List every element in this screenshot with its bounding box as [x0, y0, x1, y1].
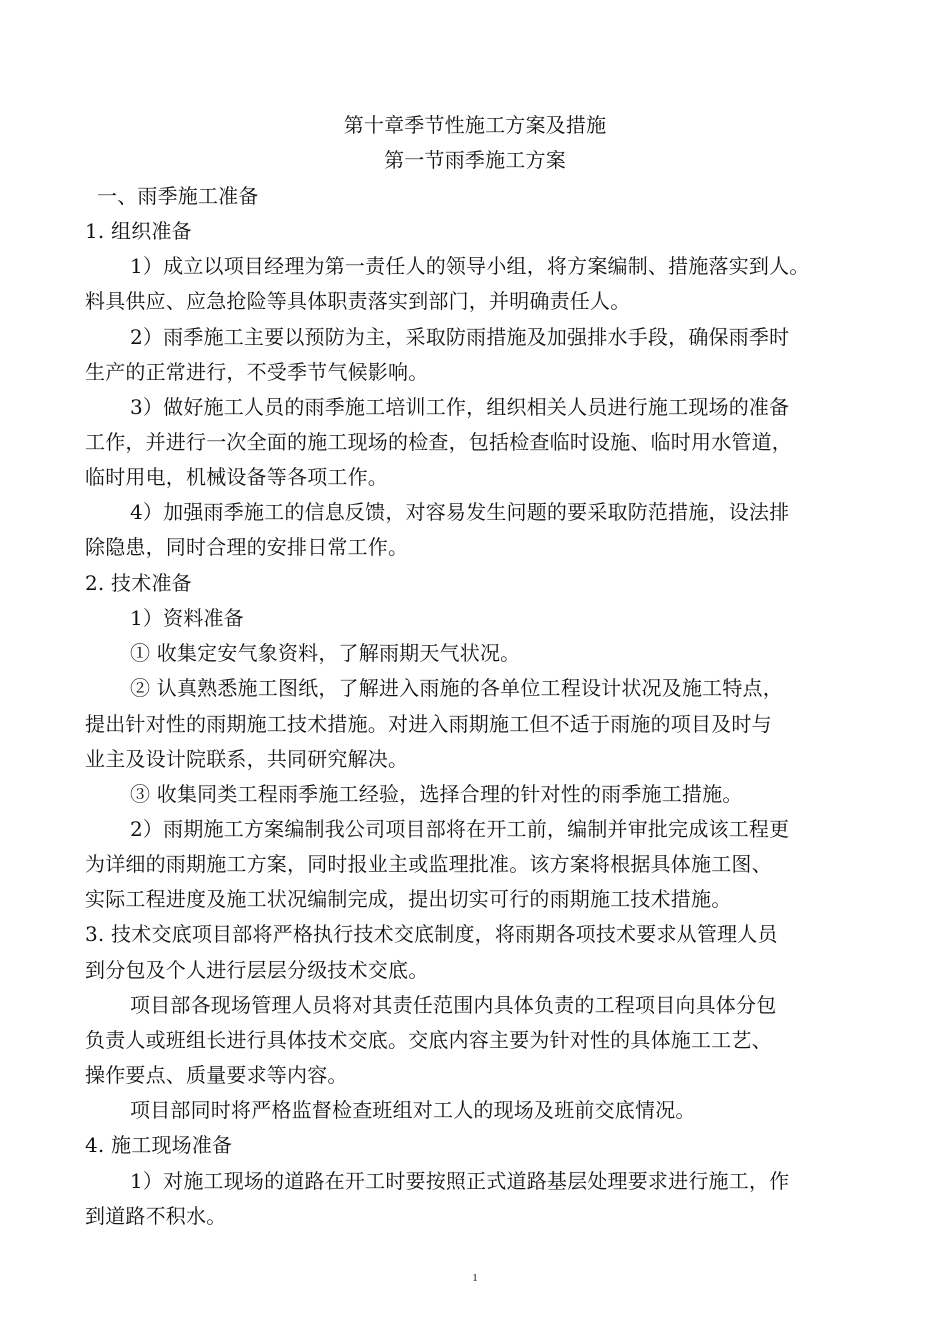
chapter-title: 第十章季节性施工方案及措施	[343, 113, 607, 137]
heading-disclosure: 3. 技术交底项目部将严格执行技术交底制度，将雨期各项技术要求从管理人员	[85, 922, 778, 946]
heading-technical: 2. 技术准备	[85, 571, 192, 595]
paragraph-line: 2）雨期施工方案编制我公司项目部将在开工前，编制并审批完成该工程更	[130, 817, 790, 841]
paragraph-line: 2）雨季施工主要以预防为主，采取防雨措施及加强排水手段，确保雨季时	[130, 325, 790, 349]
paragraph-line: 临时用电，机械设备等各项工作。	[85, 465, 388, 489]
section-title: 第一节雨季施工方案	[384, 148, 566, 172]
paragraph-line: 1）成立以项目经理为第一责任人的领导小组，将方案编制、措施落实到人。	[130, 254, 810, 278]
heading-organization: 1. 组织准备	[85, 219, 192, 243]
section-heading: 一、雨季施工准备	[97, 184, 259, 208]
page-number: 1	[472, 1272, 478, 1284]
paragraph-line: 项目部各现场管理人员将对其责任范围内具体负责的工程项目向具体分包	[130, 993, 777, 1017]
paragraph-line: 负责人或班组长进行具体技术交底。交底内容主要为针对性的具体施工工艺、	[85, 1028, 772, 1052]
heading-site: 4. 施工现场准备	[85, 1133, 233, 1157]
list-item: ① 收集定安气象资料，了解雨期天气状况。	[130, 641, 521, 665]
paragraph-line: 为详细的雨期施工方案，同时报业主或监理批准。该方案将根据具体施工图、	[85, 852, 772, 876]
paragraph-line: 业主及设计院联系，共同研究解决。	[85, 747, 409, 771]
paragraph-line: 到分包及个人进行层层分级技术交底。	[85, 958, 429, 982]
paragraph-line: 3）做好施工人员的雨季施工培训工作，组织相关人员进行施工现场的准备	[130, 395, 790, 419]
paragraph-line: 实际工程进度及施工状况编制完成，提出切实可行的雨期施工技术措施。	[85, 887, 732, 911]
list-item: ② 认真熟悉施工图纸，了解进入雨施的各单位工程设计状况及施工特点，	[130, 676, 783, 700]
paragraph-line: 操作要点、质量要求等内容。	[85, 1063, 348, 1087]
paragraph-line: 到道路不积水。	[85, 1204, 227, 1228]
paragraph-line: 生产的正常进行，不受季节气候影响。	[85, 360, 429, 384]
paragraph-line: 除隐患，同时合理的安排日常工作。	[85, 535, 409, 559]
paragraph-line: 1）对施工现场的道路在开工时要按照正式道路基层处理要求进行施工，作	[130, 1169, 790, 1193]
paragraph-line: 4）加强雨季施工的信息反馈，对容易发生问题的要采取防范措施，设法排	[130, 500, 790, 524]
paragraph-line: 工作，并进行一次全面的施工现场的检查，包括检查临时设施、临时用水管道，	[85, 430, 792, 454]
subheading-materials: 1）资料准备	[130, 606, 244, 630]
paragraph-line: 料具供应、应急抢险等具体职责落实到部门，并明确责任人。	[85, 289, 631, 313]
list-item: ③ 收集同类工程雨季施工经验，选择合理的针对性的雨季施工措施。	[130, 782, 743, 806]
paragraph-line: 提出针对性的雨期施工技术措施。对进入雨期施工但不适于雨施的项目及时与	[85, 712, 772, 736]
paragraph-line: 项目部同时将严格监督检查班组对工人的现场及班前交底情况。	[130, 1098, 696, 1122]
